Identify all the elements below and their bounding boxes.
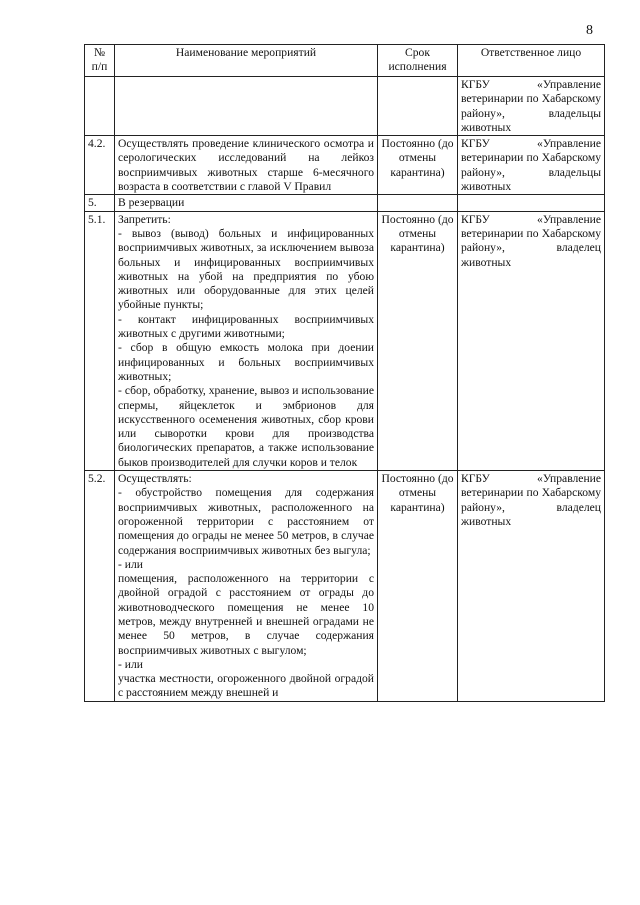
row-responsible: КГБУ «Управление ветеринарии по Хабарскому району», владелец животных	[458, 211, 605, 470]
measure-line: Запретить:	[118, 212, 171, 226]
row-num: 4.2.	[85, 136, 115, 195]
row-num: 5.	[85, 195, 115, 211]
measure-line: - сбор в общую емкость молока при доении инфицированных и больных восприимчивых животных;	[118, 341, 374, 383]
row-term: Постоянно (до отмены карантина)	[378, 136, 458, 195]
row-measure	[115, 211, 378, 470]
row-term: Постоянно (до отмены карантина)	[378, 471, 458, 702]
measure-line: Осуществлять:	[118, 472, 192, 486]
row-measure: В резервации	[115, 195, 378, 211]
header-responsible: Ответственное лицо	[458, 45, 605, 77]
row-measure	[115, 77, 378, 136]
row-measure: Осуществлять проведение клинического осмотра и серологических исследований на лейкоз восприимчивых животных старше 6-месячного возраста в соответствии с главой V Правил	[115, 136, 378, 195]
row-num: 5.1.	[85, 211, 115, 470]
measure-line: - или	[118, 657, 143, 671]
measure-line: помещения, расположенного на территории с двойной оградой с расстоянием от ограды до животноводческого помещения не менее 10 метров, между внутренней и внешней оградами не менее 50 метров, в случае содержания восприимчивых животных с выгулом;	[118, 572, 374, 657]
row-term	[378, 195, 458, 211]
measure-line: - контакт инфицированных восприимчивых животных с другими животными;	[118, 312, 374, 341]
row-num: 5.2.	[85, 471, 115, 702]
table-row	[85, 77, 605, 136]
measure-line: - или	[118, 557, 143, 571]
header-num: № п/п	[85, 45, 115, 77]
measure-line: - вывоз (вывод) больных и инфицированных восприимчивых животных, за исключением вывоза больных и инфицированных восприимчивых животных на убой на предприятия по убою животных или оборудованные для этих целей убойные пункты;	[118, 226, 374, 312]
row-num	[85, 77, 115, 136]
row-term	[378, 77, 458, 136]
table-row	[85, 195, 605, 211]
row-responsible: КГБУ «Управление ветеринарии по Хабарскому району», владельцы животных	[458, 77, 605, 136]
row-measure	[115, 471, 378, 702]
row-responsible: КГБУ «Управление ветеринарии по Хабарскому району», владельцы животных	[458, 136, 605, 195]
header-name: Наименование мероприятий	[115, 45, 378, 77]
row-term: Постоянно (до отмены карантина)	[378, 211, 458, 470]
page-number: 8	[586, 23, 593, 38]
header-term: Срок исполнения	[378, 45, 458, 77]
measure-line: участка местности, огороженного двойной оградой с расстоянием между внешней и	[118, 672, 374, 700]
table-row	[85, 471, 605, 702]
measure-line: - обустройство помещения для содержания восприимчивых животных, расположенного на огороженной территории с расстоянием от помещения до ограды не менее 50 метров, в случае содержания восприимчивых животных без выгула;	[118, 486, 374, 557]
table-row	[85, 136, 605, 195]
table-header-row	[85, 45, 605, 77]
measures-table	[84, 44, 605, 702]
measure-line: - сбор, обработку, хранение, вывоз и использование спермы, яйцеклеток и эмбрионов для искусственного осеменения животных, сбор крови или сыворотки крови для производства биологических препаратов, а также использование быков производителей для случки коров и телок	[118, 384, 374, 469]
row-responsible	[458, 195, 605, 211]
table-row	[85, 211, 605, 470]
row-responsible: КГБУ «Управление ветеринарии по Хабарскому району», владелец животных	[458, 471, 605, 702]
